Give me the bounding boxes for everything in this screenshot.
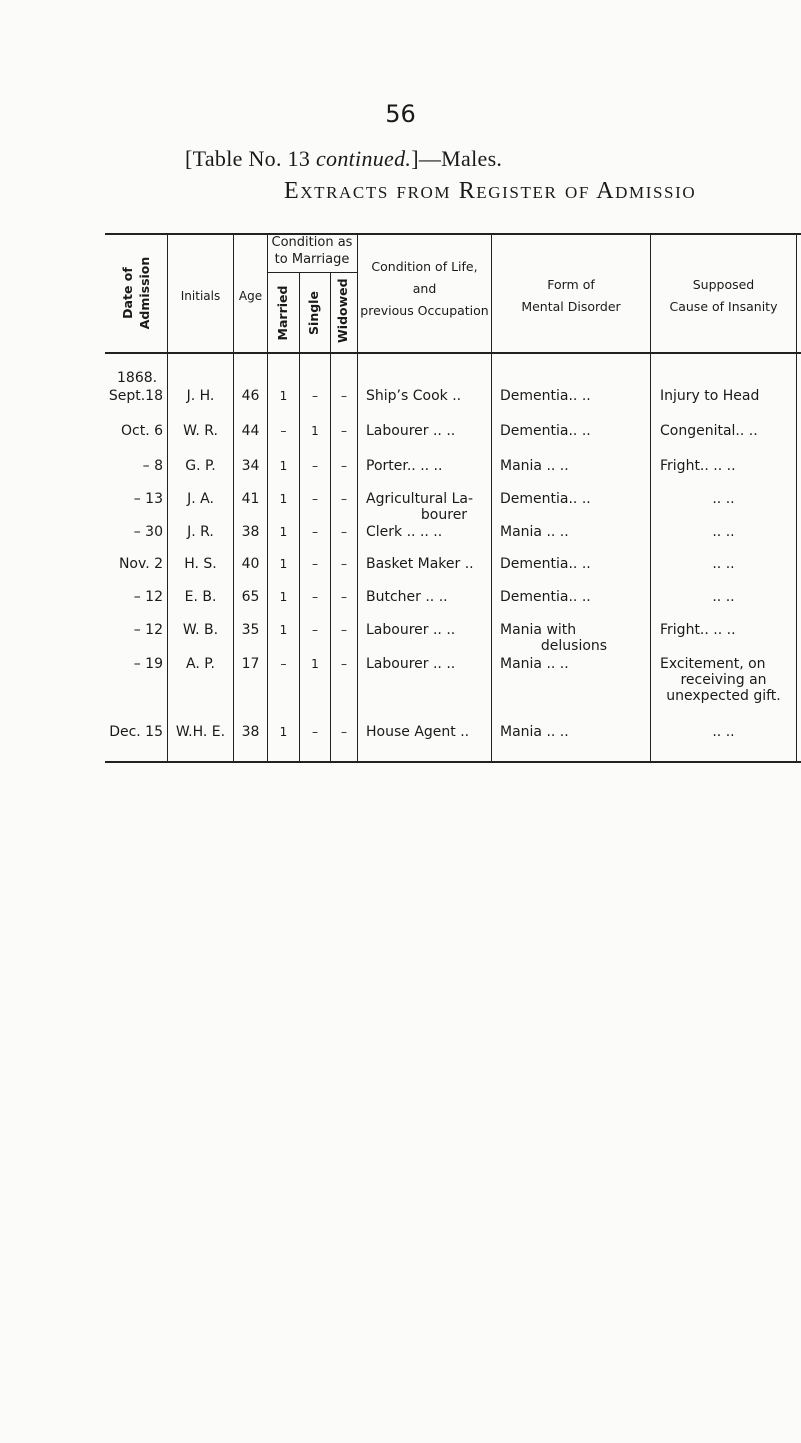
cell-occupation: Porter.. .. .. xyxy=(366,458,443,474)
cell-initials: W. B. xyxy=(182,622,219,638)
cell-married: 1 xyxy=(279,492,288,506)
cell-cause: .. .. xyxy=(712,556,735,572)
cell-married: 1 xyxy=(279,525,288,539)
cell-disorder: Mania .. .. xyxy=(500,656,569,672)
table-caption xyxy=(185,146,502,172)
cell-single: – xyxy=(312,525,318,539)
table-bottom-rule xyxy=(105,761,801,763)
header-age: Age xyxy=(238,289,263,303)
header-cause: Supposed Cause of Insanity xyxy=(669,277,778,314)
cell-married: 1 xyxy=(279,623,288,637)
header-marriage: Condition as to Marriage xyxy=(271,235,353,267)
cell-disorder: Mania with xyxy=(500,622,577,638)
cell-initials: A. P. xyxy=(186,656,215,672)
cell-date: – 12 xyxy=(133,589,163,605)
col-rule xyxy=(330,273,331,761)
header-disorder: Form of Mental Disorder xyxy=(521,277,621,314)
header-occupation: Condition of Life, and previous Occupation xyxy=(360,259,489,318)
cell-single: – xyxy=(312,557,318,571)
cell-date: – 19 xyxy=(133,656,163,672)
cell-initials: J. A. xyxy=(187,491,214,507)
cell-age: 44 xyxy=(241,423,260,439)
cell-date: – 12 xyxy=(133,622,163,638)
cell-single: 1 xyxy=(311,424,319,438)
cell-single: – xyxy=(312,492,318,506)
cell-single: 1 xyxy=(311,657,319,671)
cell-cause: .. .. xyxy=(712,589,735,605)
cell-date: – 13 xyxy=(133,491,163,507)
cell-age: 38 xyxy=(241,724,260,740)
cell-date: Nov. 2 xyxy=(118,556,163,572)
page-number: 56 xyxy=(385,100,416,128)
header-widowed: Widowed xyxy=(335,278,350,343)
cell-single: – xyxy=(312,459,318,473)
cell-disorder: Dementia.. .. xyxy=(500,491,591,507)
cell-date: – 30 xyxy=(133,524,163,540)
cell-initials: J. H. xyxy=(186,388,215,404)
cell-age: 41 xyxy=(241,491,260,507)
table-title: Extracts from Register of Admissio xyxy=(284,178,697,204)
header-single: Single xyxy=(306,291,321,335)
cell-cause: .. .. xyxy=(712,724,735,740)
caption-prefix: [Table No. 13 xyxy=(185,146,316,171)
marriage-subheader-rule xyxy=(267,272,357,273)
cell-disorder: Mania .. .. xyxy=(500,524,569,540)
cell-cause: .. .. xyxy=(712,524,735,540)
cell-occupation: Basket Maker .. xyxy=(366,556,474,572)
header-married: Married xyxy=(275,285,290,341)
cell-married: – xyxy=(280,424,287,438)
cell-widowed: – xyxy=(341,657,347,671)
cell-cause: Fright.. .. .. xyxy=(660,458,736,474)
table-header-rule xyxy=(105,352,801,354)
year-label: 1868. xyxy=(117,370,158,386)
cell-widowed: – xyxy=(341,557,347,571)
cell-age: 35 xyxy=(241,622,260,638)
cell-occupation: Labourer .. .. xyxy=(366,423,456,439)
cell-date: Oct. 6 xyxy=(120,423,163,439)
cell-initials: E. B. xyxy=(184,589,217,605)
cell-widowed: – xyxy=(341,590,347,604)
col-rule xyxy=(299,273,300,761)
cell-date: – 8 xyxy=(142,458,163,474)
cell-single: – xyxy=(312,590,318,604)
cell-disorder: Mania .. .. xyxy=(500,724,569,740)
cell-age: 17 xyxy=(241,656,260,672)
cell-initials: G. P. xyxy=(185,458,216,474)
cell-widowed: – xyxy=(341,492,347,506)
header-date: Date of Admission xyxy=(120,256,152,330)
cell-married: 1 xyxy=(279,557,288,571)
cell-occupation: Butcher .. .. xyxy=(366,589,448,605)
cell-date: Dec. 15 xyxy=(109,724,163,740)
cell-age: 65 xyxy=(241,589,260,605)
cell-disorder: Dementia.. .. xyxy=(500,388,591,404)
cell-initials: J. R. xyxy=(187,524,214,540)
cell-occupation: House Agent .. xyxy=(366,724,470,740)
cell-occupation: Ship’s Cook .. xyxy=(366,388,462,404)
cell-initials: W. R. xyxy=(183,423,218,439)
table-top-rule xyxy=(105,233,801,235)
cell-single: – xyxy=(312,623,318,637)
cell-disorder: Mania .. .. xyxy=(500,458,569,474)
cell-age: 34 xyxy=(241,458,260,474)
cell-cause: Congenital.. .. xyxy=(660,423,758,439)
cell-age: 40 xyxy=(241,556,260,572)
cell-married: – xyxy=(280,657,287,671)
cell-single: – xyxy=(312,389,318,403)
cell-cause: Injury to Head xyxy=(660,388,760,404)
cell-married: 1 xyxy=(279,459,288,473)
cell-married: 1 xyxy=(279,725,288,739)
caption-continued: continued. xyxy=(315,146,412,171)
cell-occupation: Agricultural La- xyxy=(366,491,474,507)
cell-single: – xyxy=(312,725,318,739)
cell-occupation-cont: bourer xyxy=(420,507,468,523)
cell-date: Sept.18 xyxy=(108,388,163,404)
cell-cause: .. .. xyxy=(712,491,735,507)
cell-married: 1 xyxy=(279,389,288,403)
cell-widowed: – xyxy=(341,459,347,473)
cell-age: 38 xyxy=(241,524,260,540)
cell-widowed: – xyxy=(341,725,347,739)
cell-widowed: – xyxy=(341,389,347,403)
cell-widowed: – xyxy=(341,525,347,539)
cell-occupation: Clerk .. .. .. xyxy=(366,524,443,540)
header-initials: Initials xyxy=(180,289,221,303)
cell-disorder: Dementia.. .. xyxy=(500,423,591,439)
cell-cause-cont: receiving an xyxy=(680,672,767,688)
cell-cause-cont: unexpected gift. xyxy=(666,688,781,704)
caption-suffix: ]—Males. xyxy=(411,146,503,171)
cell-cause: Excitement, on xyxy=(660,656,766,672)
cell-married: 1 xyxy=(279,590,288,604)
cell-cause: Fright.. .. .. xyxy=(660,622,736,638)
cell-initials: W.H. E. xyxy=(175,724,226,740)
cell-disorder-cont: delusions xyxy=(540,638,608,654)
cell-disorder: Dementia.. .. xyxy=(500,556,591,572)
cell-initials: H. S. xyxy=(184,556,217,572)
cell-occupation: Labourer .. .. xyxy=(366,622,456,638)
cell-occupation: Labourer .. .. xyxy=(366,656,456,672)
cell-age: 46 xyxy=(241,388,260,404)
cell-widowed: – xyxy=(341,623,347,637)
cell-widowed: – xyxy=(341,424,347,438)
col-rule xyxy=(796,233,797,761)
cell-disorder: Dementia.. .. xyxy=(500,589,591,605)
